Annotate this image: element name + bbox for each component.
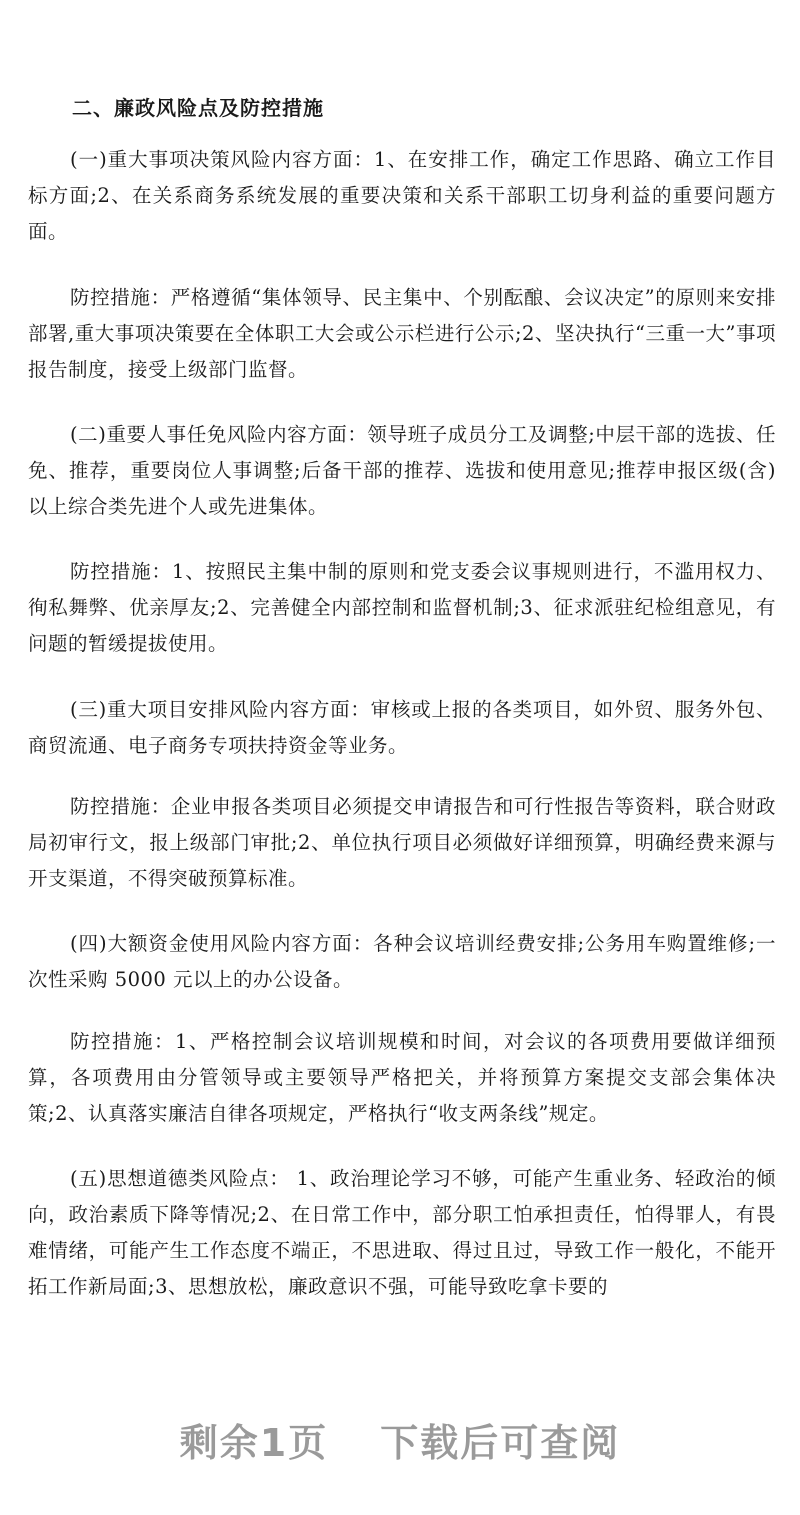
download-prompt[interactable] <box>0 1412 800 1467</box>
paragraph-project-risk: (三)重大项目安排风险内容方面：审核或上报的各类项目，如外贸、服务外包、商贸流通、电子商务专项扶持资金等业务。 <box>28 698 776 757</box>
remaining-pages-label: 剩余1页 <box>179 1421 329 1465</box>
paragraph-funds-risk: (四)大额资金使用风险内容方面：各种会议培训经费安排;公务用车购置维修;一次性采购 5000 元以上的办公设备。 <box>28 932 776 991</box>
paragraph-decision-risk: (一)重大事项决策风险内容方面：1、在安排工作，确定工作思路、确立工作目标方面;2、在关系商务系统发展的重要决策和关系干部职工切身利益的重要问题方面。 <box>28 148 776 243</box>
download-to-view-label: 下载后可查阅 <box>380 1421 621 1465</box>
section-heading: 二、廉政风险点及防控措施 <box>72 96 324 120</box>
paragraph-funds-measures: 防控措施：1、严格控制会议培训规模和时间，对会议的各项费用要做详细预算，各项费用由分管领导或主要领导严格把关，并将预算方案提交支部会集体决策;2、认真落实廉洁自律各项规定，严格执行“收支两条线”规定。 <box>28 1030 776 1125</box>
paragraph-personnel-risk: (二)重要人事任免风险内容方面：领导班子成员分工及调整;中层干部的选拔、任免、推荐，重要岗位人事调整;后备干部的推荐、选拔和使用意见;推荐申报区级(含)以上综合类先进个人或先进集体。 <box>28 423 776 518</box>
paragraph-personnel-measures: 防控措施：1、按照民主集中制的原则和党支委会议事规则进行，不滥用权力、徇私舞弊、优亲厚友;2、完善健全内部控制和监督机制;3、征求派驻纪检组意见，有问题的暂缓提拔使用。 <box>28 560 776 655</box>
paragraph-project-measures: 防控措施：企业申报各类项目必须提交申请报告和可行性报告等资料，联合财政局初审行文，报上级部门审批;2、单位执行项目必须做好详细预算，明确经费来源与开支渠道，不得突破预算标准。 <box>28 795 776 890</box>
paragraph-ethics-risk: (五)思想道德类风险点： 1、政治理论学习不够，可能产生重业务、轻政治的倾向，政治素质下降等情况;2、在日常工作中，部分职工怕承担责任，怕得罪人，有畏难情绪，可能产生工作态度不端正，不思进取、得过且过，导致工作一般化，不能开拓工作新局面;3、思想放松，廉政意识不强，可能导致吃拿卡要的 <box>28 1167 776 1298</box>
paragraph-decision-measures: 防控措施：严格遵循“集体领导、民主集中、个别酝酿、会议决定”的原则来安排部署,重大事项决策要在全体职工大会或公示栏进行公示;2、坚决执行“三重一大”事项报告制度，接受上级部门监督。 <box>28 286 776 381</box>
